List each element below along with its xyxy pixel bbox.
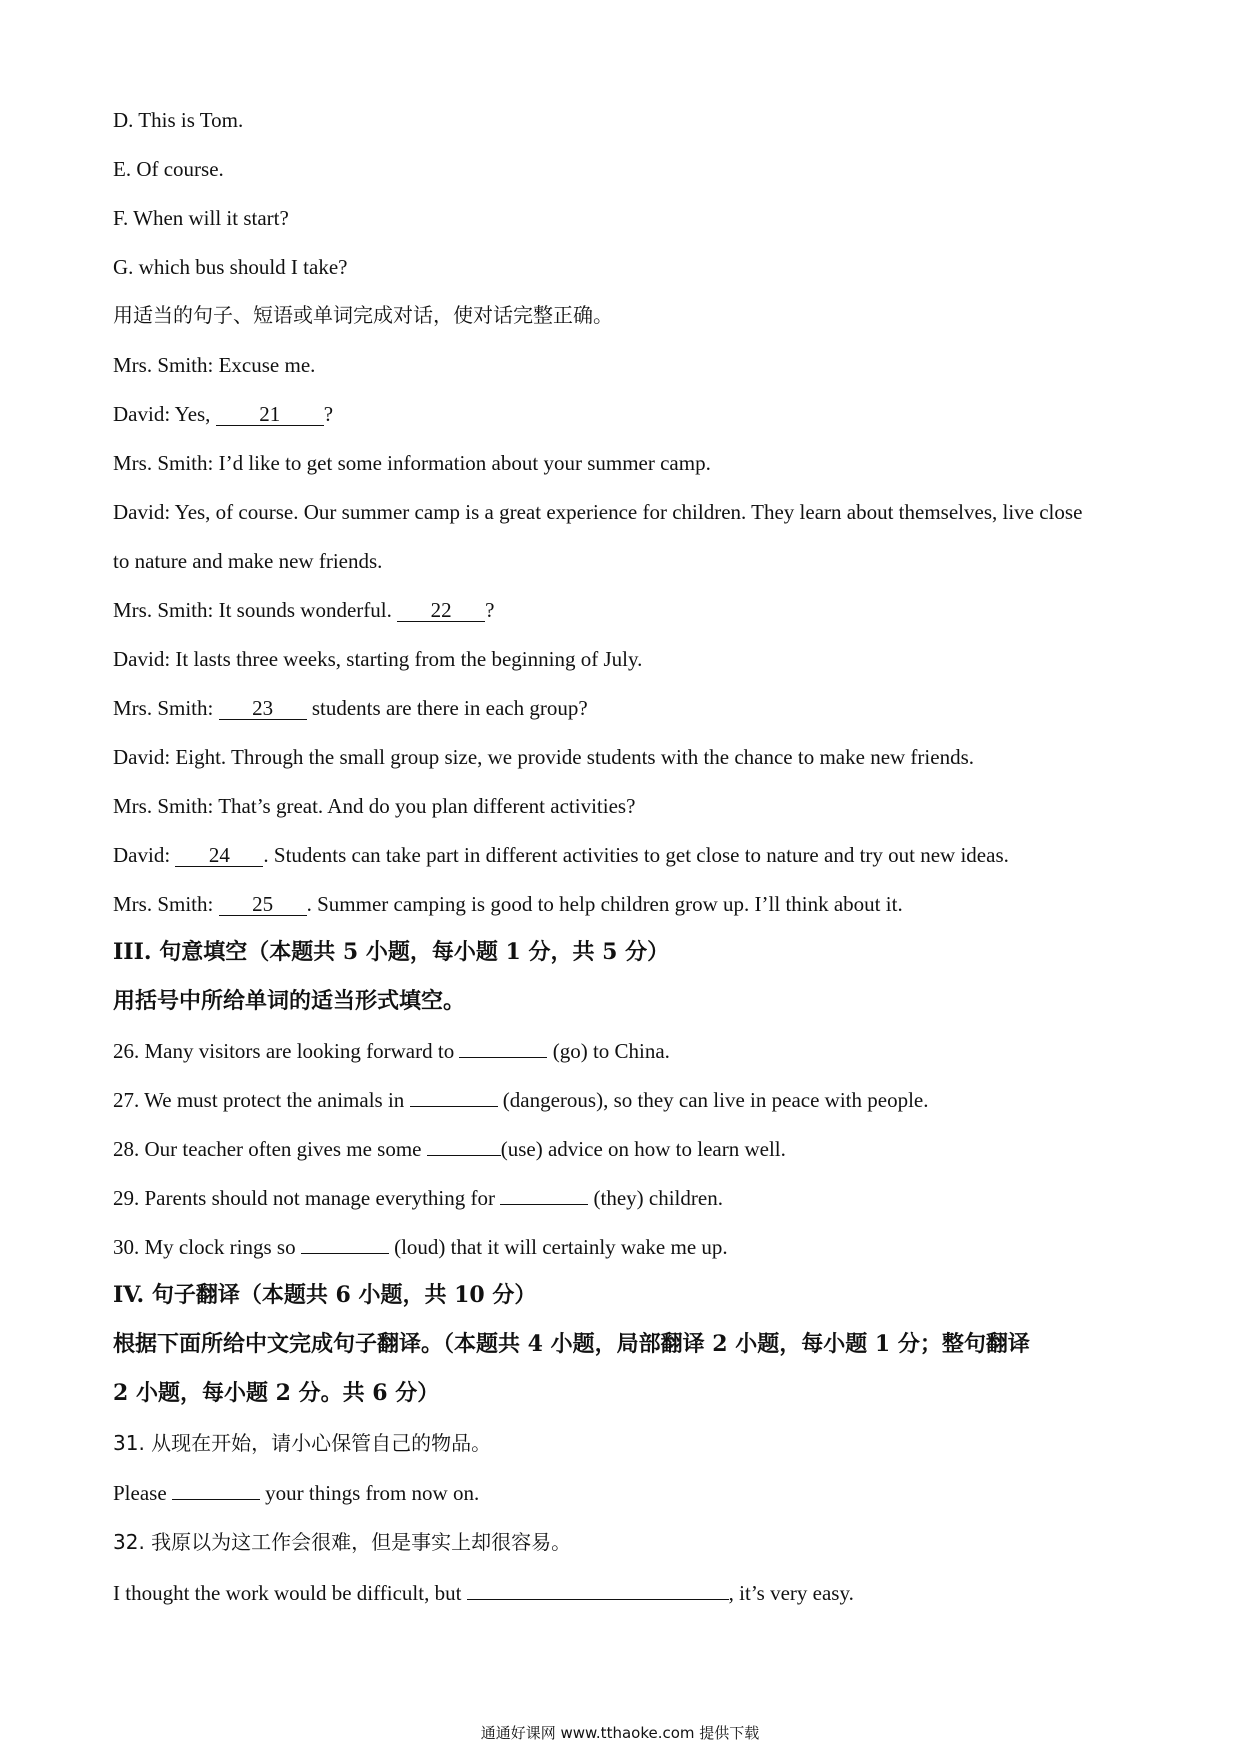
- dialogue-line: David: It lasts three weeks, starting from the beginning of July.: [113, 647, 643, 671]
- question-text: 28. Our teacher often gives me some: [113, 1137, 427, 1161]
- option-d: D. This is Tom.: [113, 108, 244, 132]
- answer-blank: 22: [397, 599, 485, 622]
- dialogue-text: students are there in each group?: [306, 696, 588, 720]
- question-text: your things from now on.: [259, 1481, 480, 1505]
- dialogue-text: Mrs. Smith:: [113, 696, 219, 720]
- question-text: (loud) that it will certainly wake me up.: [388, 1235, 728, 1259]
- dialogue-line: [113, 401, 333, 427]
- dialogue-line: [113, 695, 588, 721]
- dialogue-line: David: Yes, of course. Our summer camp is a great experience for children. They learn about themselves, live close: [113, 500, 1083, 524]
- question-text: (go) to China.: [547, 1039, 670, 1063]
- dialogue-text: ?: [485, 598, 495, 622]
- option-f: F. When will it start?: [113, 206, 289, 230]
- answer-blank: [467, 1599, 729, 1600]
- question-30: [113, 1234, 728, 1260]
- answer-blank: 25: [219, 893, 307, 916]
- question-26: [113, 1038, 670, 1064]
- answer-blank: [459, 1057, 547, 1058]
- dialogue-text: . Students can take part in different activities to get close to nature and try out new ideas.: [263, 843, 1009, 867]
- question-text: , it’s very easy.: [728, 1581, 854, 1605]
- answer-blank: [301, 1253, 389, 1254]
- dialogue-instruction: 用适当的句子、短语或单词完成对话，使对话完整正确。: [113, 303, 613, 327]
- question-text: I thought the work would be difficult, but: [113, 1581, 467, 1605]
- question-28: [113, 1136, 786, 1162]
- dialogue-text: Mrs. Smith: It sounds wonderful.: [113, 598, 398, 622]
- question-text: 30. My clock rings so: [113, 1235, 301, 1259]
- dialogue-line: David: Eight. Through the small group size, we provide students with the chance to make new friends.: [113, 745, 974, 769]
- question-text: 29. Parents should not manage everything for: [113, 1186, 501, 1210]
- dialogue-text: Mrs. Smith:: [113, 892, 219, 916]
- question-text: (use) advice on how to learn well.: [500, 1137, 786, 1161]
- answer-blank: [410, 1106, 498, 1107]
- dialogue-line: to nature and make new friends.: [113, 549, 383, 573]
- question-text: (they) children.: [588, 1186, 723, 1210]
- dialogue-text: David: Yes,: [113, 402, 216, 426]
- dialogue-line: [113, 597, 494, 623]
- answer-blank: [427, 1155, 501, 1156]
- option-e: E. Of course.: [113, 157, 224, 181]
- question-31-chinese: 31. 从现在开始，请小心保管自己的物品。: [113, 1431, 492, 1455]
- question-32-chinese: 32. 我原以为这工作会很难，但是事实上却很容易。: [113, 1530, 572, 1554]
- dialogue-line: Mrs. Smith: I’d like to get some information about your summer camp.: [113, 451, 711, 475]
- dialogue-line: Mrs. Smith: That’s great. And do you plan different activities?: [113, 794, 636, 818]
- dialogue-text: David:: [113, 843, 176, 867]
- question-text: 27. We must protect the animals in: [113, 1088, 410, 1112]
- dialogue-line: [113, 842, 1009, 868]
- section-instruction: 根据下面所给中文完成句子翻译。（本题共 4 小题，局部翻译 2 小题，每小题 1 分；整句翻译: [113, 1331, 1030, 1357]
- answer-blank: [172, 1499, 260, 1500]
- question-27: [113, 1087, 928, 1113]
- section-title: III. 句意填空（本题共 5 小题，每小题 1 分，共 5 分）: [113, 939, 670, 965]
- question-29: [113, 1185, 723, 1211]
- question-text: (dangerous), so they can live in peace with people.: [497, 1088, 929, 1112]
- section-title: IV. 句子翻译（本题共 6 小题，共 10 分）: [113, 1282, 537, 1308]
- option-g: G. which bus should I take?: [113, 255, 348, 279]
- question-text: 26. Many visitors are looking forward to: [113, 1039, 460, 1063]
- answer-blank: 24: [175, 844, 263, 867]
- footer-source: 通通好课网 www.tthaoke.com 提供下载: [480, 1724, 760, 1742]
- section-instruction: 用括号中所给单词的适当形式填空。: [113, 988, 466, 1014]
- question-text: Please: [113, 1481, 172, 1505]
- dialogue-line: Mrs. Smith: Excuse me.: [113, 353, 316, 377]
- question-31: [113, 1480, 479, 1506]
- section-instruction: 2 小题，每小题 2 分。共 6 分）: [113, 1380, 440, 1406]
- question-32: [113, 1580, 854, 1606]
- answer-blank: [500, 1204, 588, 1205]
- dialogue-text: . Summer camping is good to help children grow up. I’ll think about it.: [306, 892, 903, 916]
- dialogue-text: ?: [323, 402, 334, 426]
- answer-blank: 21: [216, 403, 324, 426]
- answer-blank: 23: [219, 697, 307, 720]
- dialogue-line: [113, 891, 903, 917]
